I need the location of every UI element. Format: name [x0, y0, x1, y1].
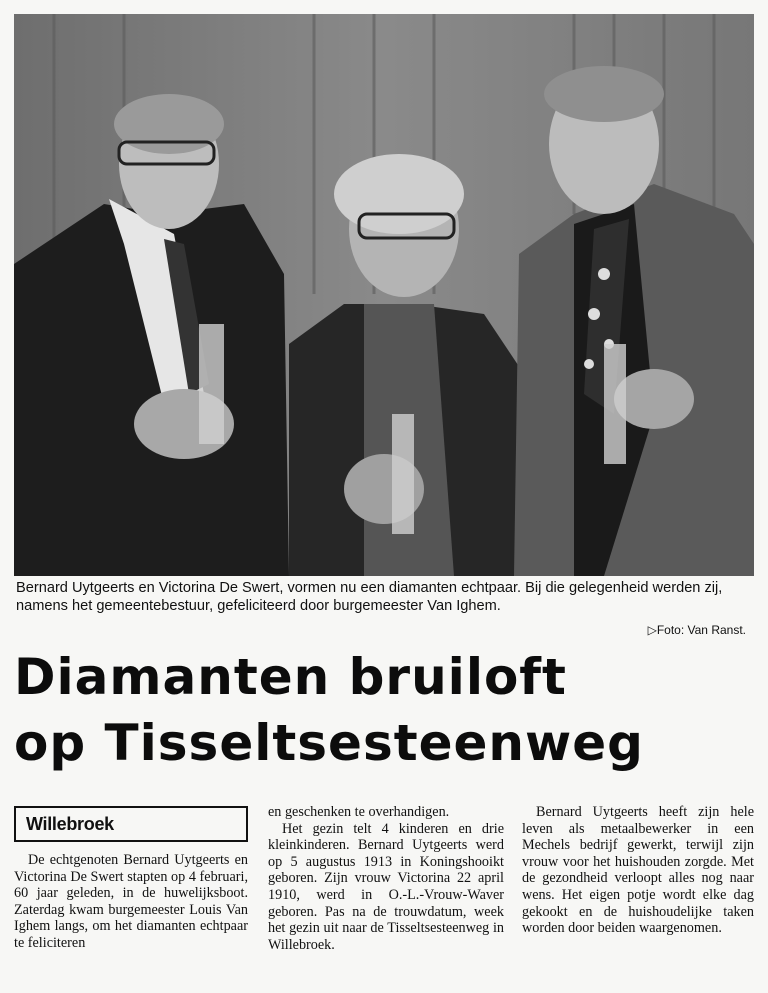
article-paragraph: Bernard Uytgeerts heeft zijn hele leven als metaalbewerker in een Mechels bedrijf gewerkt, terwijl zijn vrouw voor het huishouden zorgde. Met de gezondheid verloopt alles nog naar wens. Het eigen potje wordt elke dag gekookt en de huishoudelijke taken worden door beiden waargenomen. — [522, 804, 754, 937]
article-paragraph: Het gezin telt 4 kinderen en drie kleinkinderen. Bernard Uytgeerts werd op 5 augustus 1913 in Koningshooikt geboren. Zijn vrouw Victorina 22 april 1910, werd in O.-L.-Vrouw-Waver geboren. Pas na de trouwdatum, week het gezin uit naar de Tisseltsesteenweg in Willebroek. — [268, 820, 504, 953]
photo-credit: ▷Foto: Van Ranst. — [647, 623, 746, 637]
headline-line-2: op Tisseltsesteenweg — [14, 714, 644, 772]
headline-line-1: Diamanten bruiloft — [14, 648, 567, 706]
article-column-3 — [522, 804, 754, 937]
article-paragraph: en geschenken te overhandigen. — [268, 804, 450, 820]
photo-three-people-icon — [14, 14, 754, 576]
article-column-1 — [14, 806, 248, 952]
news-photo — [14, 14, 754, 576]
headline — [14, 644, 754, 776]
location-kicker: Willebroek — [14, 806, 248, 842]
article-column-2 — [268, 804, 504, 953]
photo-caption: Bernard Uytgeerts en Victorina De Swert, vormen nu een diamanten echtpaar. Bij die gelegenheid werden zij, namens het gemeentebestuur, gefeliciteerd door burgemeester Van Ighem. — [16, 580, 723, 614]
article-paragraph: De echtgenoten Bernard Uytgeerts en Victorina De Swert stapten op 4 februari, 60 jaar geleden, in de huwelijksboot. Zaterdag kwam burgemeester Louis Van Ighem langs, om het diamanten echtpaar te feliciteren — [14, 852, 248, 951]
